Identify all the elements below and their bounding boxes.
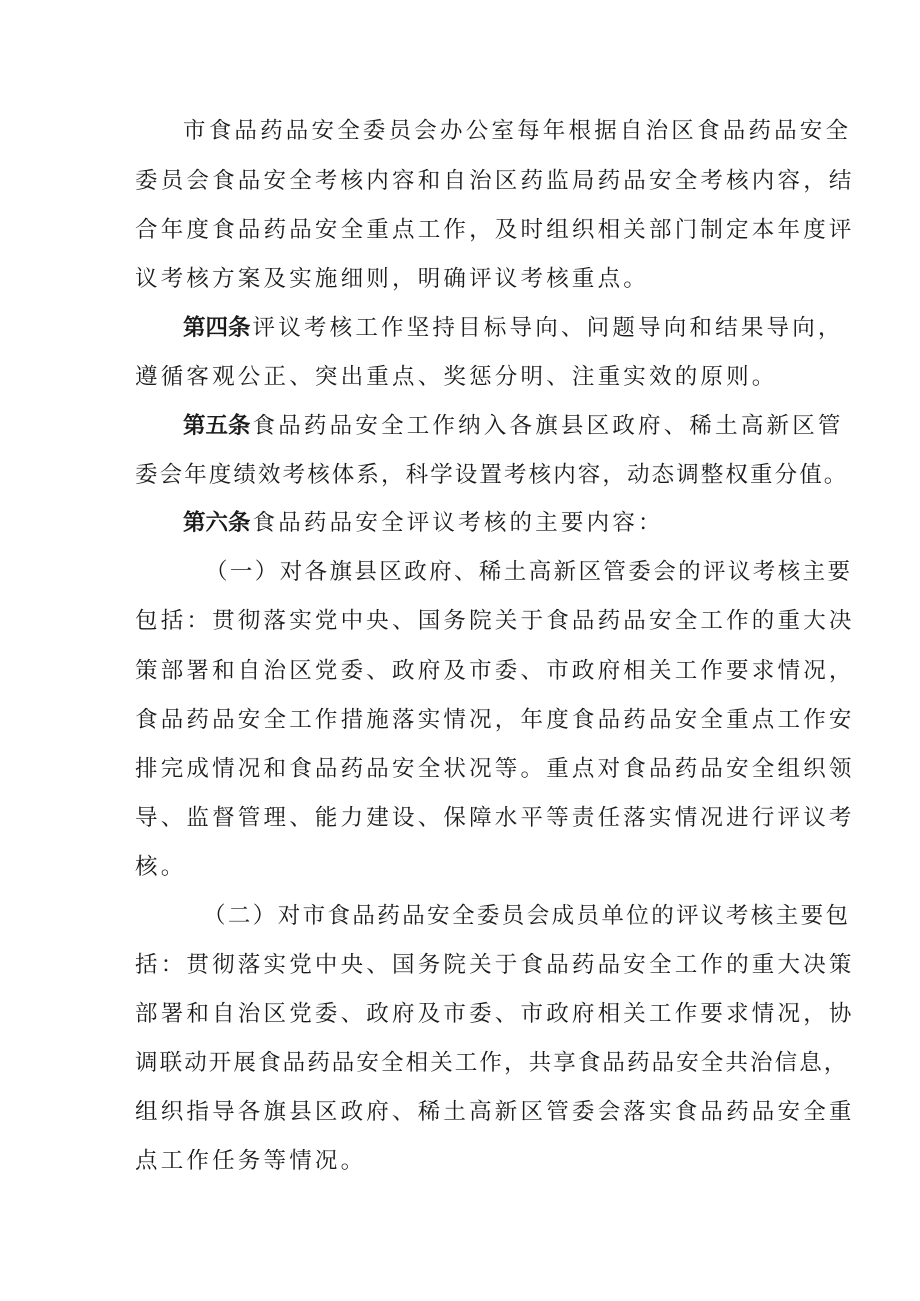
article4-heading: 第四条 xyxy=(183,315,251,341)
article4-text-1: 评议考核工作坚持目标导向、问题导向和结果导向， xyxy=(252,315,844,341)
para1-line-4: 议考核方案及实施细则，明确评议考核重点。 xyxy=(135,266,650,292)
article6-heading: 第六条 xyxy=(183,510,251,536)
article6-text-1: 食品药品安全评议考核的主要内容： xyxy=(252,510,664,536)
item1-line-6: 导、监督管理、能力建设、保障水平等责任落实情况进行评议考 xyxy=(135,805,855,831)
para1-line-3: 合年度食品药品安全重点工作，及时组织相关部门制定本年度评 xyxy=(135,217,855,243)
article4-line-1 xyxy=(183,305,843,351)
article6-line-1 xyxy=(183,500,843,546)
item1-line-1: （一）对各旗县区政府、稀土高新区管委会的评议考核主要 xyxy=(205,559,853,585)
article5-line-1 xyxy=(183,403,843,449)
item2-line-2: 括：贯彻落实党中央、国务院关于食品药品安全工作的重大决策 xyxy=(135,952,855,978)
para1-line-2: 委员会食品安全考核内容和自治区药监局药品安全考核内容，结 xyxy=(135,168,855,194)
item1-line-3: 策部署和自治区党委、政府及市委、市政府相关工作要求情况， xyxy=(135,658,855,684)
para1-line-1: 市食品药品安全委员会办公室每年根据自治区食品药品安全 xyxy=(183,118,852,144)
item1-line-7: 核。 xyxy=(135,854,187,880)
article5-text-1: 食品药品安全工作纳入各旗县区政府、稀土高新区管 xyxy=(252,413,844,439)
article4-line-2: 遵循客观公正、突出重点、奖惩分明、注重实效的原则。 xyxy=(135,364,778,390)
item1-line-4: 食品药品安全工作措施落实情况，年度食品药品安全重点工作安 xyxy=(135,707,855,733)
item2-line-1: （二）对市食品药品安全委员会成员单位的评议考核主要包 xyxy=(203,903,851,929)
article5-line-2: 委会年度绩效考核体系，科学设置考核内容，动态调整权重分值。 xyxy=(135,462,849,488)
item1-line-5: 排完成情况和食品药品安全状况等。重点对食品药品安全组织领 xyxy=(135,756,855,782)
article5-heading: 第五条 xyxy=(183,413,251,439)
item2-line-5: 组织指导各旗县区政府、稀土高新区管委会落实食品药品安全重 xyxy=(135,1099,855,1125)
item2-line-4: 调联动开展食品药品安全相关工作，共享食品药品安全共治信息， xyxy=(135,1050,849,1076)
item1-line-2: 包括：贯彻落实党中央、国务院关于食品药品安全工作的重大决 xyxy=(135,608,855,634)
item2-line-6: 点工作任务等情况。 xyxy=(135,1148,367,1174)
item2-line-3: 部署和自治区党委、政府及市委、市政府相关工作要求情况，协 xyxy=(135,1001,855,1027)
